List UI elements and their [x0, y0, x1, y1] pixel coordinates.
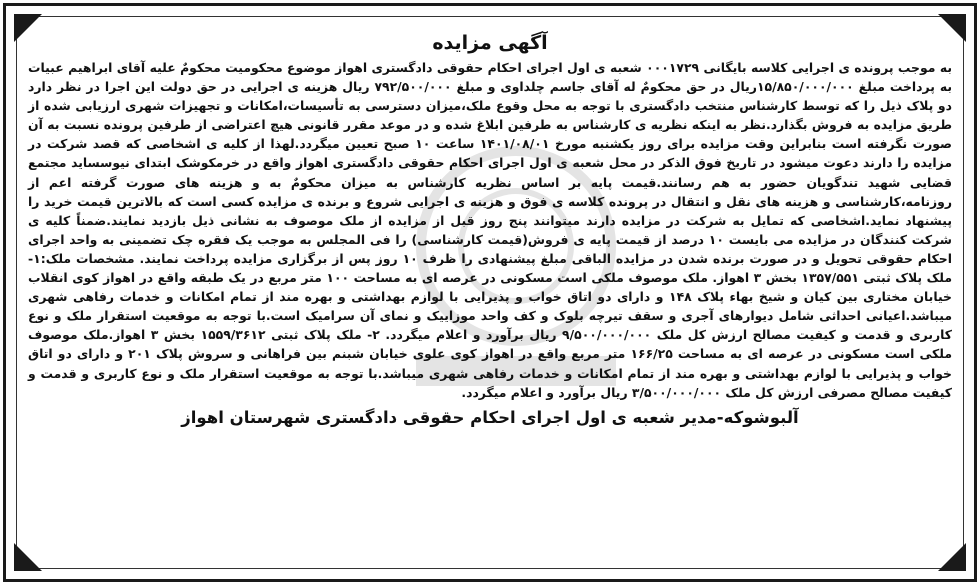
notice-content — [28, 32, 952, 569]
notice-frame — [3, 3, 977, 582]
notice-signature: آلبوشوکه-مدیر شعبه ی اول اجرای احکام حقوقی دادگستری شهرستان اهواز — [181, 407, 799, 427]
notice-title: آگهی مزایده — [432, 32, 548, 54]
notice-body: به موجب پرونده ی اجرایی کلاسه بایگانی ۰۰۰۱۷۲۹ شعبه ی اول اجرای احکام حقوقی دادگستری اهواز موضوع محکومیت محکومٌ علیه آقای ابراهیم عبیات به پرداخت مبلغ ۱۵/۸۵۰/۰۰۰/۰۰۰ریال در حق محکومٌ له آقای جاسم چلداوی و مبلغ ۷۹۲/۵۰۰/۰۰۰ ریال هزینه ی اجرایی در حق دولت این اجرا در نظر دارد دو پلاک ذیل را که توسط کارشناس منتخب دادگستری با توجه به محل وقوع ملک،میزان دسترسی به تأسیسات،امکانات و تجهیزات شهری ارزیابی شده از طریق مزایده به فروش بگذارد.نظر به اینکه نظریه ی کارشناس به طرفین ابلاغ شده و در موعد مقرر قانونی هیچ اعتراضی از طرفین پرونده نسبت به آن صورت نگرفته است بنابراین وقت مزایده برای روز یکشنبه مورخ ۱۴۰۱/۰۸/۰۱ ساعت ۱۰ صبح تعیین میگردد.لهذا از کلیه ی اشخاصی که قصد شرکت در مزایده را دارند دعوت میشود در تاریخ فوق الذکر در محل شعبه ی اول اجرای احکام حقوقی دادگستری اهواز واقع در خرمکوشک ابتدای نیوسساید مجتمع قضایی شهید تندگویان حضور به هم رسانند.قیمت پایه بر اساس نظریه کارشناس به میزان محکومٌ به و هزینه های صورت گرفته اعم از روزنامه،کارشناسی و هزینه های نقل و انتقال در پرونده کلاسه ی فوق و هزینه ی اجرایی شروع و برنده ی مزایده کسی است که بالاترین قیمت خرید را پیشنهاد نماید.اشخاصی که تمایل به شرکت در مزایده دارند میتوانند پنج روز قبل از مزایده از ملک موصوف به نشانی ذیل بازدید نمایند.ضمناً کلیه ی شرکت کنندگان در مزایده می بایست ۱۰ درصد از قیمت پایه ی فروش(قیمت کارشناسی) را فی المجلس به موجب یک فقره چک تضمینی به واحد اجرای احکام حقوقی تحویل و در صورت برنده شدن در مزایده الباقی مبلغ پیشنهادی را ظرف ۱۰ روز پس از برگزاری مزایده پرداخت نمایند. مشخصات ملک:۱- ملک پلاک ثبتی ۱۳۵۷/۵۵۱ بخش ۳ اهواز. ملک موصوف ملکی است مسکونی در عرصه ای به مساحت ۱۰۰ متر مربع در یک طبقه واقع در اهواز کوی انقلاب خیابان مختاری بین کیان و شیخ بهاء پلاک ۱۴۸ و دارای دو اتاق خواب و پذیرایی با لوازم بهداشتی و بهره مند از تمام امکانات و خدمات رفاهی شهری میباشد.اعیانی احداثی شامل دیوارهای آجری و سقف تیرچه بلوک و کف واحد موزاییک و نمای آن سرامیک است.با توجه به موقعیت استقرار ملک و نوع کاربری و قدمت و کیفیت مصالح ارزش کل ملک ۹/۵۰۰/۰۰۰/۰۰۰ ریال برآورد و اعلام میگردد. ۲- ملک پلاک ثبتی ۱۵۵۹/۳۶۱۲ بخش ۳ اهواز.ملک موصوف ملکی است مسکونی در عرصه ای به مساحت ۱۶۶/۲۵ متر مربع واقع در اهواز کوی علوی خیابان شبنم بین فراهانی و سروش پلاک ۲۰۱ و دارای دو اتاق خواب و پذیرایی با لوازم بهداشتی و بهره مند از تمام امکانات و خدمات رفاهی شهری میباشد.با توجه به موقعیت استقرار ملک و نوع کاربری و قدمت و کیفیت مصالح مصرفی ارزش کل ملک ۳/۵۰۰/۰۰۰/۰۰۰ ریال برآورد و اعلام میگردد. — [28, 60, 953, 400]
